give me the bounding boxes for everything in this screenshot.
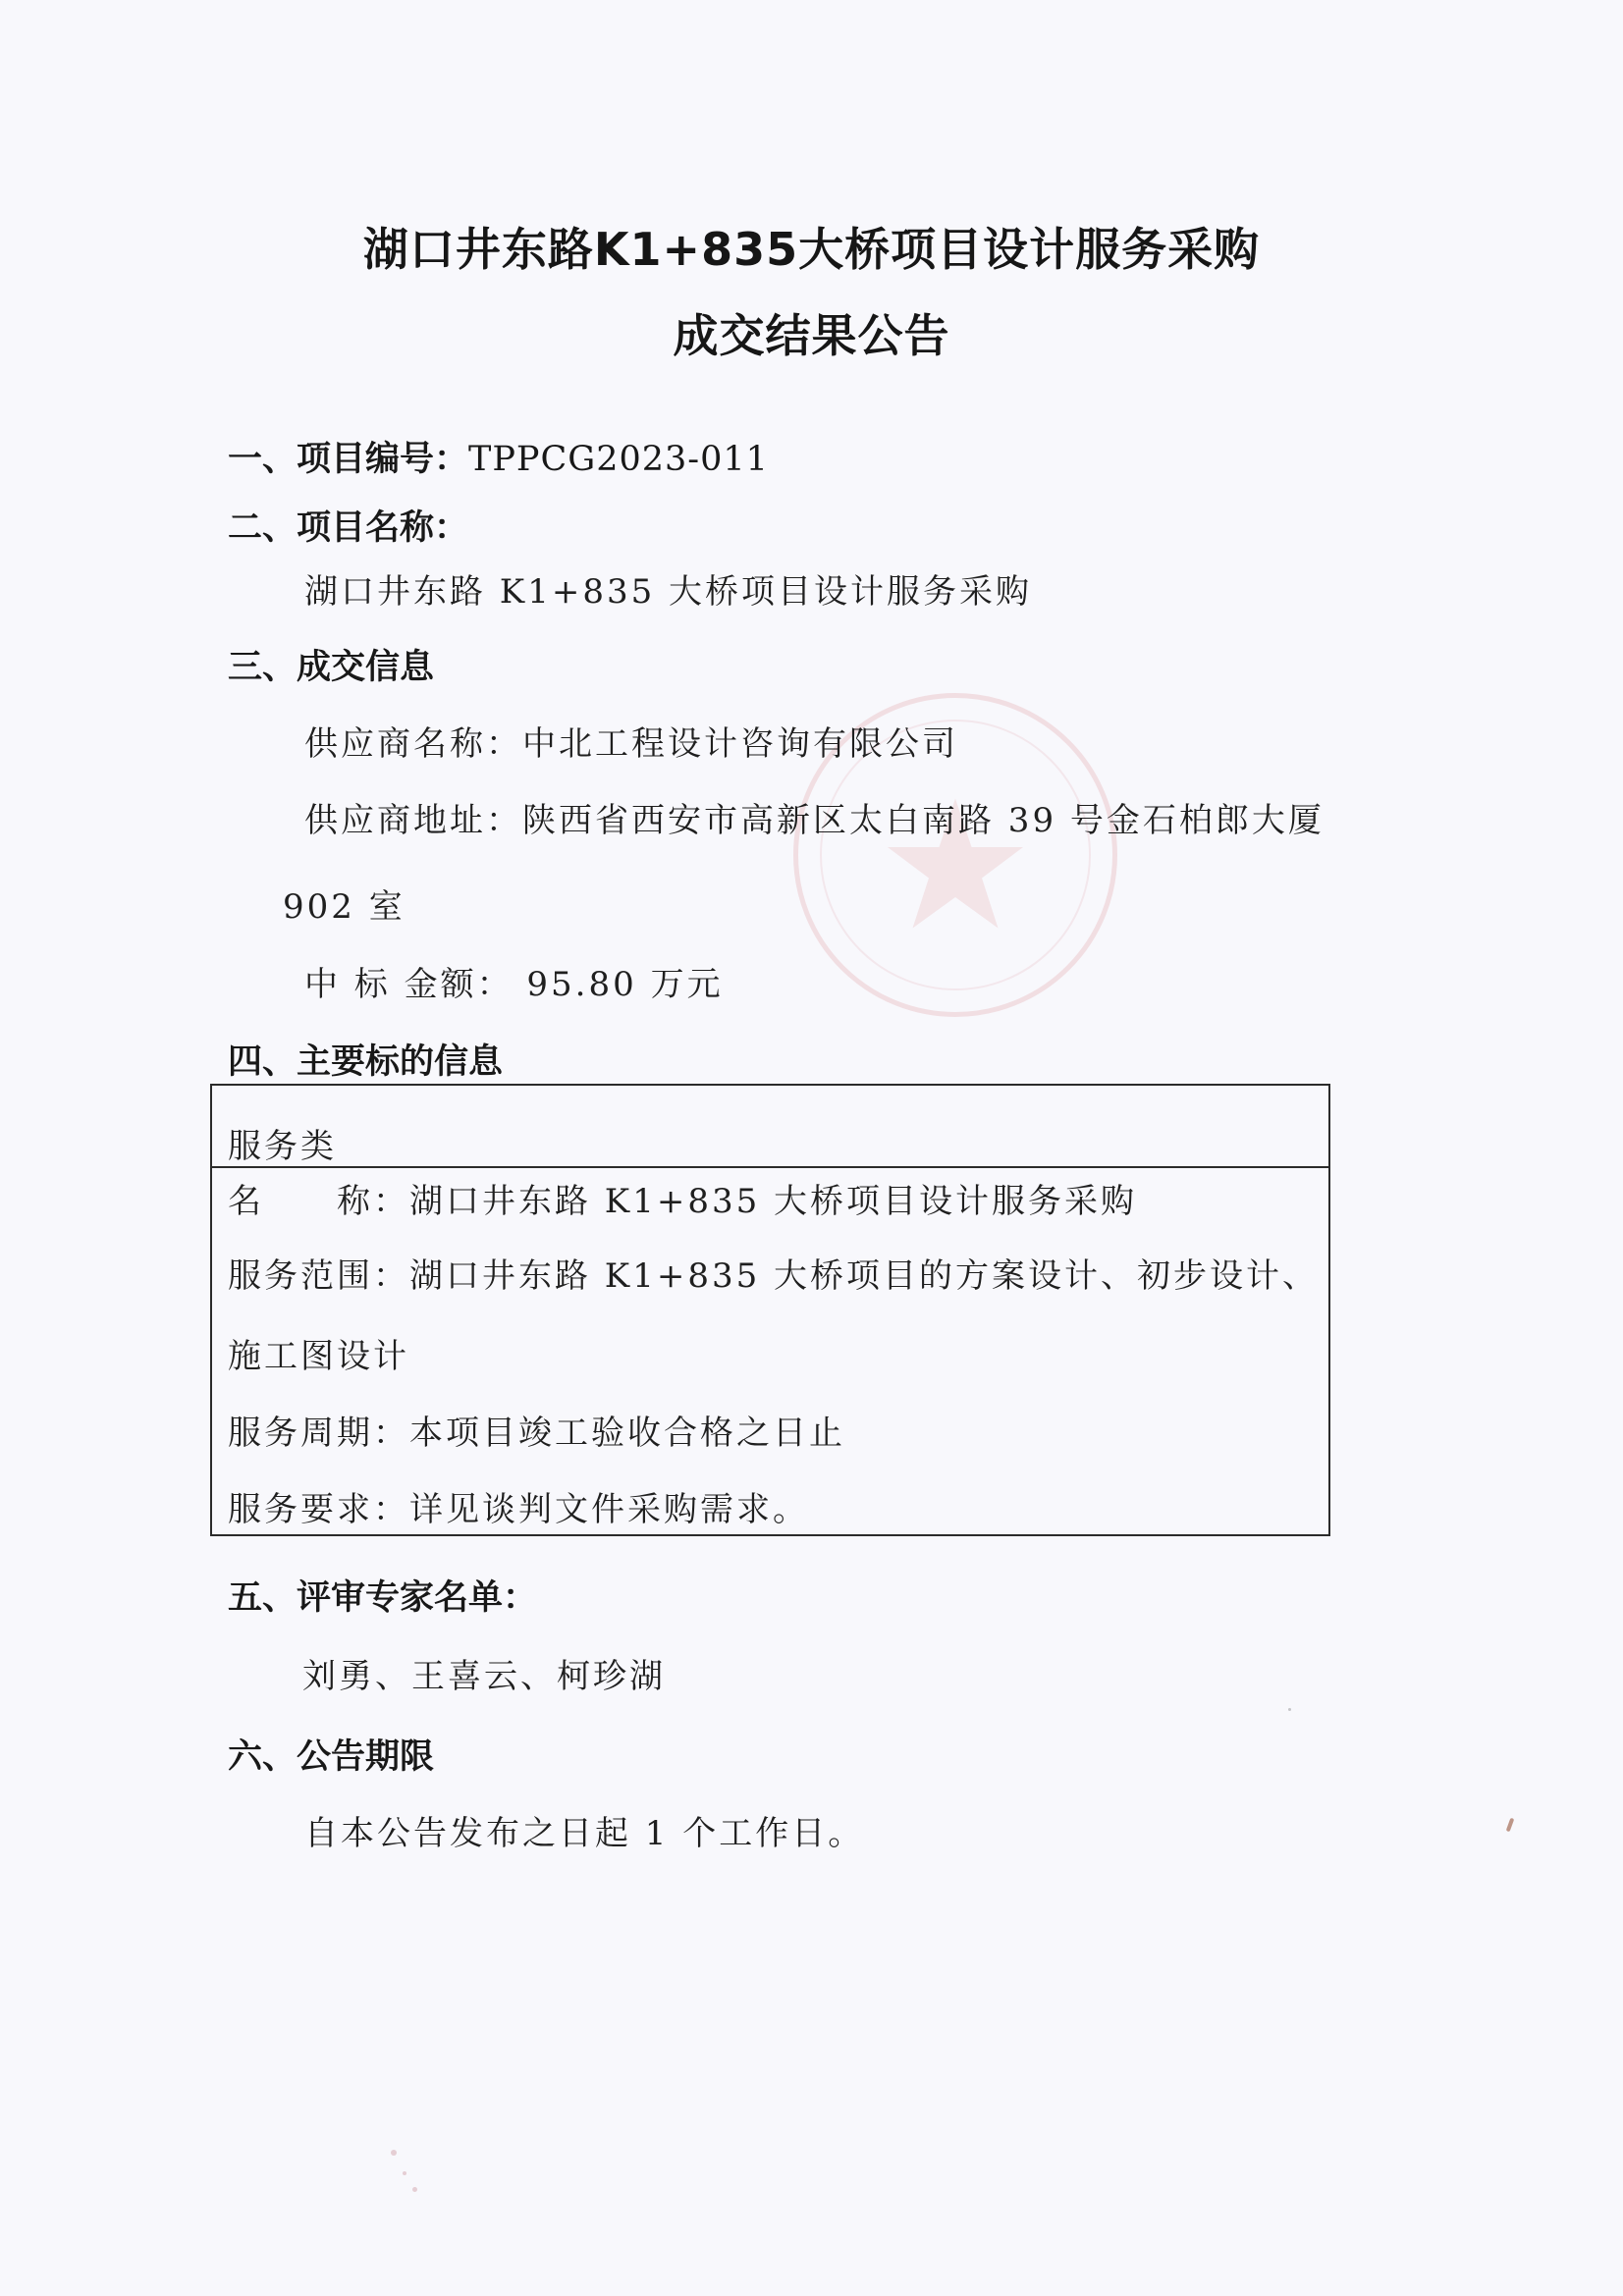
announcement-period-text: 自本公告发布之日起 1 个工作日。 <box>304 1814 865 1853</box>
section-2-heading: 二、项目名称： <box>228 508 469 548</box>
table-scope-line1: 服务范围：湖口井东路 K1+835 大桥项目的方案设计、初步设计、 <box>228 1256 1320 1296</box>
table-divider <box>212 1166 1328 1168</box>
section-6-heading: 六、公告期限 <box>228 1737 435 1777</box>
document-title-line1: 湖口井东路K1+835大桥项目设计服务采购 <box>362 223 1261 276</box>
table-category: 服务类 <box>228 1127 337 1166</box>
supplier-address-line2: 902 室 <box>283 887 406 927</box>
section-3-heading: 三、成交信息 <box>228 648 435 687</box>
project-number-value: TPPCG2023-011 <box>468 440 769 479</box>
expert-list: 刘勇、王喜云、柯珍湖 <box>302 1657 666 1696</box>
supplier-address-line1: 供应商地址：陕西省西安市高新区太白南路 39 号金石柏郎大厦 <box>304 801 1325 840</box>
project-name-text: 湖口井东路 K1+835 大桥项目设计服务采购 <box>304 572 1033 612</box>
document-title-line2: 成交结果公告 <box>673 309 950 362</box>
section-4-heading: 四、主要标的信息 <box>228 1042 504 1082</box>
table-requirement: 服务要求：详见谈判文件采购需求。 <box>228 1490 809 1529</box>
scan-speck <box>412 2187 417 2192</box>
scan-speck <box>391 2150 397 2156</box>
project-number-label: 一、项目编号： <box>228 440 469 479</box>
scan-speck <box>1506 1818 1515 1833</box>
section-5-heading: 五、评审专家名单： <box>228 1578 538 1618</box>
section-1-heading <box>228 432 769 481</box>
scan-speck <box>1288 1708 1291 1711</box>
supplier-name: 供应商名称：中北工程设计咨询有限公司 <box>304 724 958 764</box>
winning-amount: 中 标 金额： 95.80 万元 <box>304 965 724 1004</box>
table-scope-line2: 施工图设计 <box>228 1337 409 1376</box>
subject-info-table <box>210 1084 1330 1536</box>
table-period: 服务周期：本项目竣工验收合格之日止 <box>228 1414 845 1453</box>
table-name-row: 名 称：湖口井东路 K1+835 大桥项目设计服务采购 <box>228 1182 1138 1221</box>
scan-speck <box>403 2171 406 2175</box>
